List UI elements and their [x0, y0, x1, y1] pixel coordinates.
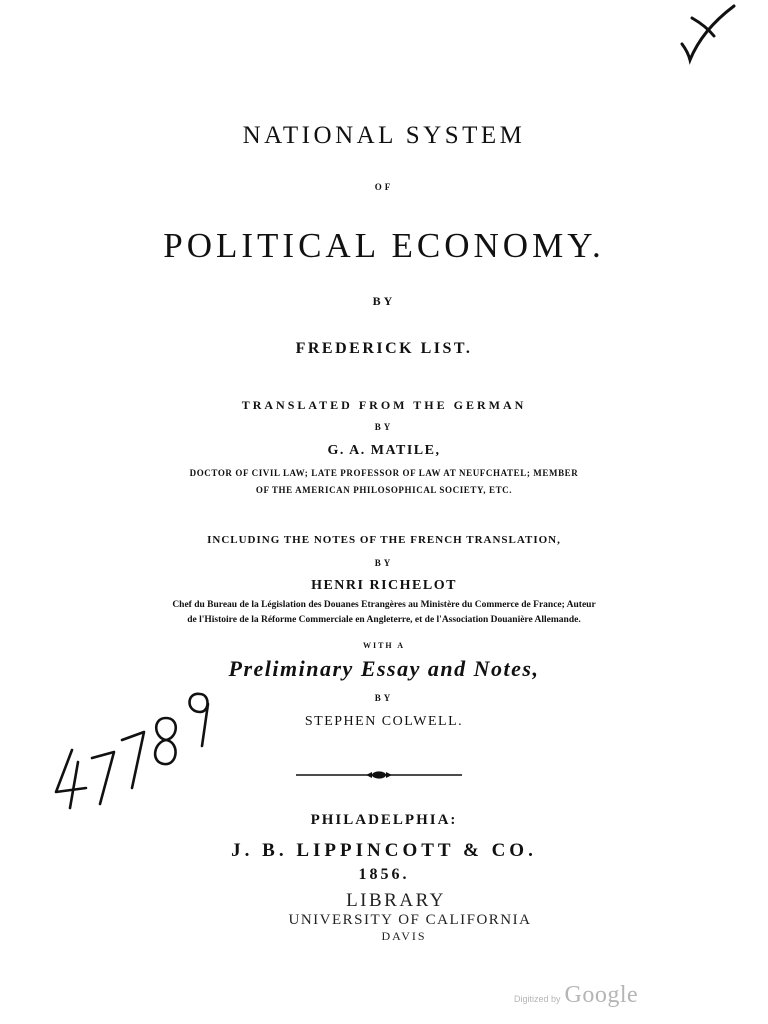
publisher-name: J. B. LIPPINCOTT & CO. [231, 840, 537, 861]
digitized-by-label: Digitized by [514, 994, 561, 1004]
with-label: WITH A [362, 641, 405, 650]
by-label: BY [372, 294, 396, 308]
french-translator-credentials: de l'Histoire de la Réforme Commerciale en Angleterre, et de l'Association Douanière Allemande. [187, 615, 581, 625]
publication-year: 1856. [358, 866, 410, 883]
french-translator-credentials: Chef du Bureau de la Législation des Douanes Etrangères au Ministère du Commerce de France; Auteur [172, 600, 596, 610]
including-notes-line: INCLUDING THE NOTES OF THE FRENCH TRANSLATION, [207, 534, 561, 546]
author-name: FREDERICK LIST. [295, 340, 473, 357]
title-line-1: NATIONAL SYSTEM [242, 122, 526, 149]
library-stamp-line: LIBRARY [346, 890, 446, 911]
check-mark-icon [672, 0, 742, 68]
handwritten-catalog-number [52, 680, 222, 810]
translated-from-line: TRANSLATED FROM THE GERMAN [241, 398, 527, 412]
title-of-label: OF [374, 182, 394, 192]
google-logo: Google [564, 982, 639, 1008]
essayist-name: STEPHEN COLWELL. [304, 714, 464, 729]
publication-city: PHILADELPHIA: [310, 812, 458, 828]
library-stamp-line: UNIVERSITY OF CALIFORNIA [288, 912, 532, 928]
translator-name: G. A. MATILE, [327, 443, 441, 458]
library-stamp-line: DAVIS [381, 929, 427, 943]
by-label: BY [374, 422, 394, 432]
by-label: BY [374, 558, 394, 568]
preliminary-essay-line: Preliminary Essay and Notes, [228, 656, 540, 681]
ornamental-rule [296, 768, 462, 782]
translator-credentials: DOCTOR OF CIVIL LAW; LATE PROFESSOR OF LAW AT NEUFCHATEL; MEMBER [189, 468, 579, 478]
by-label: BY [374, 693, 394, 703]
google-watermark [514, 982, 638, 1009]
french-translator-name: HENRI RICHELOT [311, 578, 457, 593]
translator-credentials: OF THE AMERICAN PHILOSOPHICAL SOCIETY, ETC. [255, 485, 513, 495]
title-line-2: POLITICAL ECONOMY. [163, 226, 605, 265]
